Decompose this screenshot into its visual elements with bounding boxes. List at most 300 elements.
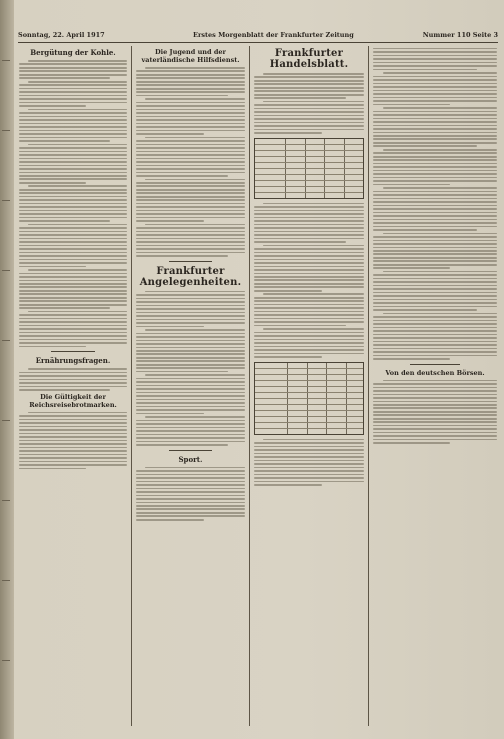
text-line — [136, 140, 245, 142]
text-line — [136, 123, 245, 125]
text-line — [373, 135, 497, 137]
text-line — [136, 217, 245, 219]
text-line — [19, 339, 127, 341]
text-line — [136, 484, 245, 486]
column-1 — [19, 46, 127, 726]
text-line — [19, 133, 127, 135]
text-line — [19, 70, 127, 72]
text-line — [19, 252, 127, 254]
text-line — [136, 133, 204, 135]
text-line — [136, 308, 245, 310]
text-line — [254, 286, 364, 288]
text-line — [136, 353, 245, 355]
text-line — [373, 309, 477, 311]
section-headline: Frankfurter Handelsblatt. — [269, 48, 349, 70]
text-line — [373, 65, 497, 67]
text-line — [373, 201, 497, 203]
financial-table — [254, 138, 364, 199]
text-line — [136, 395, 245, 397]
text-line — [373, 180, 497, 182]
text-line — [19, 182, 86, 184]
text-line — [373, 166, 497, 168]
article-headline: Die Jugend und der vaterländische Hilfsdienst. — [141, 48, 240, 64]
text-line — [19, 231, 127, 233]
text-line — [19, 290, 127, 292]
text-line — [19, 175, 127, 177]
text-line — [19, 440, 127, 442]
text-line — [19, 119, 127, 121]
text-line — [136, 241, 245, 243]
text-line — [136, 381, 245, 383]
text-line — [373, 83, 497, 85]
text-line — [136, 364, 245, 366]
text-line — [254, 318, 364, 320]
text-line — [136, 477, 245, 479]
text-line — [145, 374, 245, 376]
text-line — [19, 172, 127, 174]
text-line — [254, 311, 364, 313]
text-line — [19, 192, 127, 194]
text-line — [136, 77, 245, 79]
text-line — [19, 304, 127, 306]
text-line — [145, 67, 245, 69]
text-line — [254, 460, 364, 462]
text-line — [28, 144, 127, 146]
text-line — [373, 243, 497, 245]
text-line — [254, 259, 364, 261]
text-line — [19, 433, 127, 435]
text-line — [28, 109, 127, 111]
text-line — [19, 273, 127, 275]
text-line — [254, 269, 364, 271]
text-line — [373, 69, 477, 71]
text-line — [373, 288, 497, 290]
text-line — [136, 505, 245, 507]
text-line — [263, 328, 364, 330]
text-line — [373, 404, 497, 406]
text-line — [136, 84, 245, 86]
text-line — [136, 420, 245, 422]
text-line — [19, 443, 127, 445]
text-line — [373, 90, 497, 92]
text-line — [136, 255, 228, 257]
text-line — [373, 274, 497, 276]
text-line — [136, 206, 245, 208]
text-line — [254, 314, 364, 316]
text-line — [19, 91, 127, 93]
text-line — [254, 213, 364, 215]
article-headline: Ernährungsfragen. — [35, 356, 111, 366]
section-headline: Von den deutschen Börsen. — [385, 368, 485, 377]
text-line — [254, 238, 364, 240]
text-line — [263, 439, 364, 441]
text-line — [19, 276, 127, 278]
text-line — [373, 316, 497, 318]
text-line — [373, 390, 497, 392]
text-line — [373, 76, 497, 78]
text-line — [19, 245, 127, 247]
text-line — [136, 406, 245, 408]
text-line — [373, 236, 497, 238]
text-line — [19, 140, 110, 142]
text-line — [254, 76, 364, 78]
text-line — [136, 502, 245, 504]
text-line — [136, 95, 228, 97]
text-line — [254, 276, 364, 278]
text-line — [136, 367, 245, 369]
text-line — [373, 194, 497, 196]
column-4 — [373, 46, 497, 726]
text-line — [136, 112, 245, 114]
text-line — [136, 319, 245, 321]
text-line — [373, 428, 497, 430]
text-line — [254, 115, 364, 117]
text-line — [19, 137, 127, 139]
text-line — [254, 300, 364, 302]
text-line — [19, 447, 127, 449]
text-line — [19, 266, 86, 268]
text-line — [254, 132, 322, 134]
text-line — [254, 356, 322, 358]
text-line — [254, 234, 364, 236]
text-line — [19, 203, 127, 205]
text-line — [136, 158, 245, 160]
text-line — [373, 198, 497, 200]
text-line — [136, 109, 245, 111]
text-line — [383, 107, 497, 109]
text-line — [254, 332, 364, 334]
text-line — [254, 255, 364, 257]
text-line — [136, 357, 245, 359]
text-line — [19, 241, 127, 243]
text-line — [373, 125, 497, 127]
text-line — [254, 339, 364, 341]
text-line — [254, 325, 346, 327]
text-line — [373, 222, 497, 224]
text-line — [136, 91, 245, 93]
text-line — [373, 184, 450, 186]
text-line — [28, 311, 127, 313]
text-line — [19, 372, 127, 374]
section-headline: Sport. — [178, 454, 203, 464]
text-line — [19, 105, 86, 107]
text-line — [28, 60, 127, 62]
article-headline: Bergütung der Kohle. — [30, 48, 116, 57]
text-line — [19, 206, 127, 208]
text-line — [373, 152, 497, 154]
text-line — [373, 421, 497, 423]
text-line — [373, 128, 497, 130]
text-line — [136, 144, 245, 146]
text-line — [136, 81, 245, 83]
text-line — [145, 416, 245, 418]
text-line — [373, 292, 497, 294]
text-line — [136, 430, 245, 432]
text-line — [373, 358, 450, 360]
text-line — [28, 368, 127, 370]
text-line — [373, 351, 497, 353]
text-line — [136, 437, 245, 439]
text-line — [254, 353, 364, 355]
text-line — [19, 255, 127, 257]
text-line — [373, 330, 497, 332]
text-line — [136, 512, 245, 514]
text-line — [373, 348, 497, 350]
text-line — [19, 130, 127, 132]
text-line — [254, 231, 364, 233]
text-line — [19, 123, 127, 125]
text-line — [136, 182, 245, 184]
section-headline: Frankfurter Angelegenheiten. — [139, 265, 242, 288]
text-line — [136, 192, 245, 194]
text-line — [373, 327, 497, 329]
text-line — [136, 161, 245, 163]
text-line — [136, 378, 245, 380]
text-line — [373, 51, 497, 53]
header-page-number: Nummer 110 Seite 3 — [422, 31, 498, 39]
divider — [169, 450, 213, 451]
text-line — [19, 300, 127, 302]
text-line — [254, 481, 364, 483]
text-line — [136, 213, 245, 215]
text-line — [254, 104, 364, 106]
text-line — [136, 116, 245, 118]
divider — [169, 261, 213, 262]
text-line — [373, 114, 497, 116]
text-line — [136, 495, 245, 497]
text-line — [373, 401, 497, 403]
text-line — [373, 299, 497, 301]
text-line — [19, 196, 127, 198]
text-line — [19, 161, 127, 163]
text-line — [373, 355, 497, 357]
text-line — [383, 233, 497, 235]
text-line — [136, 196, 245, 198]
financial-table — [254, 362, 364, 435]
text-line — [373, 215, 497, 217]
text-line — [136, 203, 245, 205]
text-line — [145, 329, 245, 331]
text-line — [373, 100, 497, 102]
text-line — [373, 240, 497, 242]
text-line — [136, 385, 245, 387]
text-line — [19, 342, 127, 344]
text-line — [263, 245, 364, 247]
divider — [410, 364, 460, 365]
text-line — [19, 457, 127, 459]
text-line — [373, 219, 497, 221]
text-line — [373, 97, 497, 99]
text-line — [373, 323, 497, 325]
text-line — [254, 442, 364, 444]
column-rule — [368, 46, 369, 726]
text-line — [136, 130, 245, 132]
text-line — [254, 224, 364, 226]
text-line — [373, 191, 497, 193]
text-line — [136, 371, 228, 373]
text-line — [254, 227, 364, 229]
text-line — [254, 283, 364, 285]
text-line — [373, 104, 450, 106]
text-line — [254, 456, 364, 458]
text-line — [254, 446, 364, 448]
text-line — [19, 238, 127, 240]
text-line — [136, 481, 245, 483]
text-line — [136, 315, 245, 317]
text-line — [373, 226, 497, 228]
text-line — [254, 80, 364, 82]
text-line — [373, 247, 497, 249]
text-line — [373, 394, 497, 396]
text-line — [136, 126, 245, 128]
text-line — [136, 491, 245, 493]
text-line — [136, 402, 245, 404]
text-line — [254, 90, 364, 92]
text-line — [373, 48, 497, 50]
text-line — [28, 185, 127, 187]
text-line — [373, 208, 497, 210]
text-line — [254, 453, 364, 455]
text-line — [373, 442, 450, 444]
text-line — [19, 213, 127, 215]
text-line — [136, 305, 245, 307]
text-line — [254, 463, 364, 465]
text-line — [19, 389, 110, 391]
text-line — [28, 269, 127, 271]
text-line — [254, 262, 364, 264]
text-line — [136, 409, 245, 411]
text-line — [254, 87, 364, 89]
text-line — [254, 97, 346, 99]
text-line — [373, 306, 497, 308]
text-line — [373, 229, 477, 231]
text-line — [19, 307, 110, 309]
text-line — [136, 498, 245, 500]
text-line — [19, 210, 127, 212]
text-line — [19, 227, 127, 229]
text-line — [136, 199, 245, 201]
text-line — [254, 335, 364, 337]
text-line — [254, 290, 322, 292]
text-line — [19, 314, 127, 316]
text-line — [373, 118, 497, 120]
text-line — [19, 461, 127, 463]
text-line — [373, 435, 497, 437]
text-line — [136, 154, 245, 156]
text-line — [19, 321, 127, 323]
text-line — [19, 429, 127, 431]
text-line — [136, 413, 204, 415]
text-line — [136, 441, 245, 443]
header-masthead: Erstes Morgenblatt der Frankfurter Zeitung — [193, 31, 354, 39]
text-line — [254, 125, 364, 127]
text-line — [254, 83, 364, 85]
text-line — [136, 388, 245, 390]
text-line — [19, 220, 110, 222]
text-line — [19, 168, 127, 170]
text-line — [254, 217, 364, 219]
text-line — [19, 468, 86, 470]
text-line — [254, 108, 364, 110]
text-line — [383, 72, 497, 74]
text-line — [373, 58, 497, 60]
text-line — [19, 102, 127, 104]
text-line — [136, 105, 245, 107]
text-line — [19, 297, 127, 299]
text-line — [373, 132, 497, 134]
text-line — [254, 349, 364, 351]
text-line — [28, 81, 127, 83]
text-line — [373, 212, 497, 214]
text-line — [373, 383, 497, 385]
text-line — [19, 234, 127, 236]
text-line — [254, 297, 364, 299]
text-line — [136, 399, 245, 401]
text-line — [383, 271, 497, 273]
text-line — [254, 241, 346, 243]
text-line — [136, 175, 228, 177]
text-line — [136, 248, 245, 250]
column-rule — [131, 46, 132, 726]
text-line — [373, 55, 497, 57]
text-line — [136, 336, 245, 338]
text-line — [254, 111, 364, 113]
text-line — [136, 102, 245, 104]
text-line — [136, 165, 245, 167]
text-line — [19, 386, 127, 388]
text-line — [19, 151, 127, 153]
text-line — [373, 138, 497, 140]
text-line — [136, 326, 204, 328]
text-line — [373, 397, 497, 399]
text-line — [136, 231, 245, 233]
text-line — [254, 346, 364, 348]
text-line — [254, 279, 364, 281]
text-line — [19, 454, 127, 456]
text-line — [19, 88, 127, 90]
text-line — [19, 116, 127, 118]
text-line — [19, 293, 127, 295]
adjacent-page-edge — [0, 0, 14, 739]
text-line — [373, 250, 497, 252]
text-line — [19, 262, 127, 264]
text-line — [373, 159, 497, 161]
text-line — [145, 224, 245, 226]
text-line — [373, 439, 497, 441]
text-line — [254, 210, 364, 212]
text-line — [136, 515, 245, 517]
text-line — [19, 328, 127, 330]
text-line — [254, 342, 364, 344]
text-line — [373, 121, 497, 123]
text-line — [373, 411, 497, 413]
text-line — [136, 252, 245, 254]
text-line — [373, 253, 497, 255]
text-line — [19, 419, 127, 421]
text-line — [373, 260, 497, 262]
text-line — [136, 519, 204, 521]
text-line — [145, 137, 245, 139]
text-line — [136, 147, 245, 149]
text-line — [263, 101, 364, 103]
text-line — [263, 293, 364, 295]
text-line — [136, 392, 245, 394]
text-line — [19, 189, 127, 191]
text-line — [254, 449, 364, 451]
text-line — [373, 267, 450, 269]
text-line — [373, 414, 497, 416]
text-line — [19, 335, 127, 337]
